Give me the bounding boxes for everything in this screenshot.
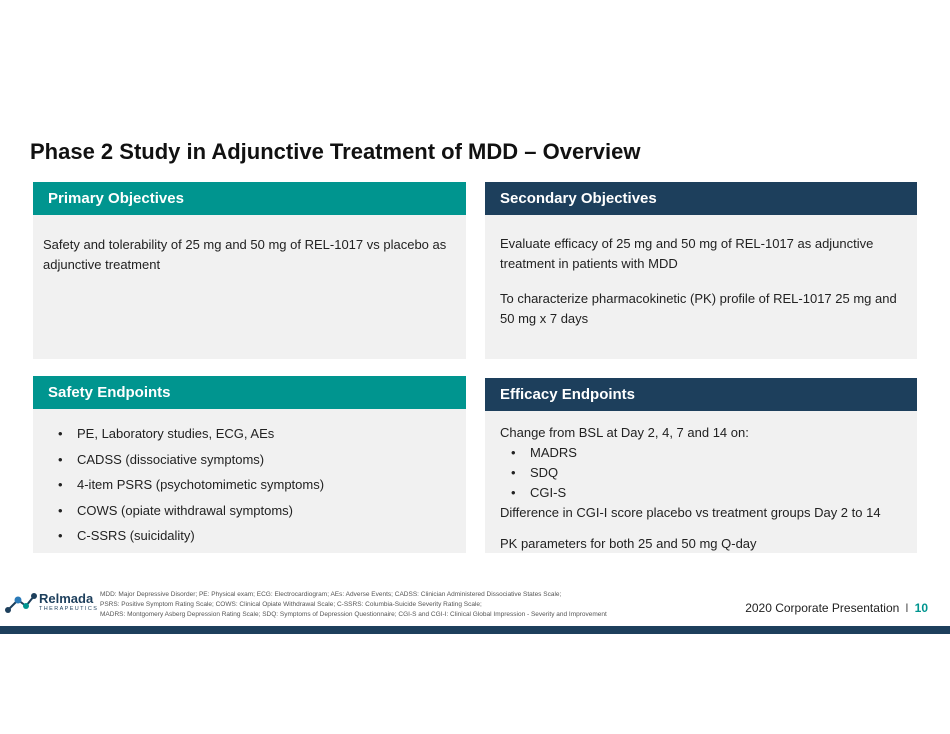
primary-objectives-text: Safety and tolerability of 25 mg and 50 mg of REL-1017 vs placebo as adjunctive treatment xyxy=(43,237,447,272)
list-item-label: CADSS (dissociative symptoms) xyxy=(77,451,265,467)
bullet-icon: • xyxy=(58,477,63,492)
secondary-objective-item: To characterize pharmacokinetic (PK) profile of REL-1017 25 mg and 50 mg x 7 days xyxy=(500,291,897,326)
secondary-objective-item: Evaluate efficacy of 25 mg and 50 mg of REL-1017 as adjunctive treatment in patients with MDD xyxy=(500,236,874,271)
list-item-label: CGI-S xyxy=(530,485,567,500)
presentation-name: 2020 Corporate Presentation xyxy=(745,601,900,615)
efficacy-endpoints-body xyxy=(485,411,917,553)
footnotes xyxy=(100,590,607,620)
list-item xyxy=(55,421,456,447)
bullet-icon: • xyxy=(58,528,63,543)
bullet-icon: • xyxy=(58,426,63,441)
safety-endpoints-body xyxy=(33,409,466,553)
bullet-icon: • xyxy=(511,465,516,480)
bullet-icon: • xyxy=(511,445,516,460)
efficacy-endpoints-list xyxy=(500,443,909,503)
secondary-objectives-panel xyxy=(485,182,917,359)
safety-endpoints-list xyxy=(55,421,456,549)
secondary-objectives-header: Secondary Objectives xyxy=(485,182,917,215)
primary-objectives-header: Primary Objectives xyxy=(33,182,466,215)
page-title: Phase 2 Study in Adjunctive Treatment of MDD – Overview xyxy=(30,139,641,164)
efficacy-cgi-line: Difference in CGI-I score placebo vs treatment groups Day 2 to 14 xyxy=(500,505,881,520)
list-item xyxy=(508,443,909,463)
logo-subtitle: THERAPEUTICS xyxy=(39,606,99,612)
list-item xyxy=(55,523,456,549)
bullet-icon: • xyxy=(511,485,516,500)
list-item xyxy=(55,472,456,498)
relmada-logo xyxy=(4,588,99,618)
list-item xyxy=(508,483,909,503)
efficacy-intro: Change from BSL at Day 2, 4, 7 and 14 on: xyxy=(500,425,749,440)
page-number: 10 xyxy=(914,601,928,615)
primary-objectives-body xyxy=(33,215,466,359)
bullet-icon: • xyxy=(58,451,63,467)
list-item-label: C-SSRS (suicidality) xyxy=(77,528,195,543)
list-item-label: COWS (opiate withdrawal symptoms) xyxy=(77,502,293,518)
bullet-icon: • xyxy=(58,502,63,518)
footnote-line: MADRS: Montgomery Asberg Depression Rating Scale; SDQ: Symptoms of Depression Questionnaire; CGI-S and CGI-I: Clinical Global Impression - Severity and Improvement xyxy=(100,611,607,618)
safety-endpoints-panel xyxy=(33,376,466,553)
secondary-objectives-body xyxy=(485,215,917,359)
footer-info xyxy=(745,601,928,615)
list-item xyxy=(508,463,909,483)
list-item-label: PE, Laboratory studies, ECG, AEs xyxy=(77,426,275,441)
logo-name: Relmada xyxy=(39,591,94,606)
footer-bar xyxy=(0,626,950,634)
list-item-label: 4-item PSRS (psychotomimetic symptoms) xyxy=(77,477,325,492)
efficacy-pk-line: PK parameters for both 25 and 50 mg Q-day xyxy=(500,536,757,551)
list-item-label: SDQ xyxy=(530,465,559,480)
list-item-label: MADRS xyxy=(530,445,577,460)
efficacy-endpoints-panel xyxy=(485,378,917,553)
list-item xyxy=(55,498,456,524)
efficacy-endpoints-header: Efficacy Endpoints xyxy=(485,378,917,411)
primary-objectives-panel xyxy=(33,182,466,359)
footnote-line: PSRS: Positive Symptom Rating Scale; COWS: Clinical Opiate Withdrawal Scale; C-SSRS: Columbia-Suicide Severity Rating Scale; xyxy=(100,601,482,608)
safety-endpoints-header: Safety Endpoints xyxy=(33,376,466,409)
list-item xyxy=(55,447,456,473)
footer-separator: I xyxy=(905,601,909,615)
footnote-line: MDD: Major Depressive Disorder; PE: Physical exam; ECG: Electrocardiogram; AEs: Adverse Events; CADSS: Clinician Administered Dissociative States Scale; xyxy=(100,591,562,598)
molecule-icon xyxy=(4,588,38,618)
